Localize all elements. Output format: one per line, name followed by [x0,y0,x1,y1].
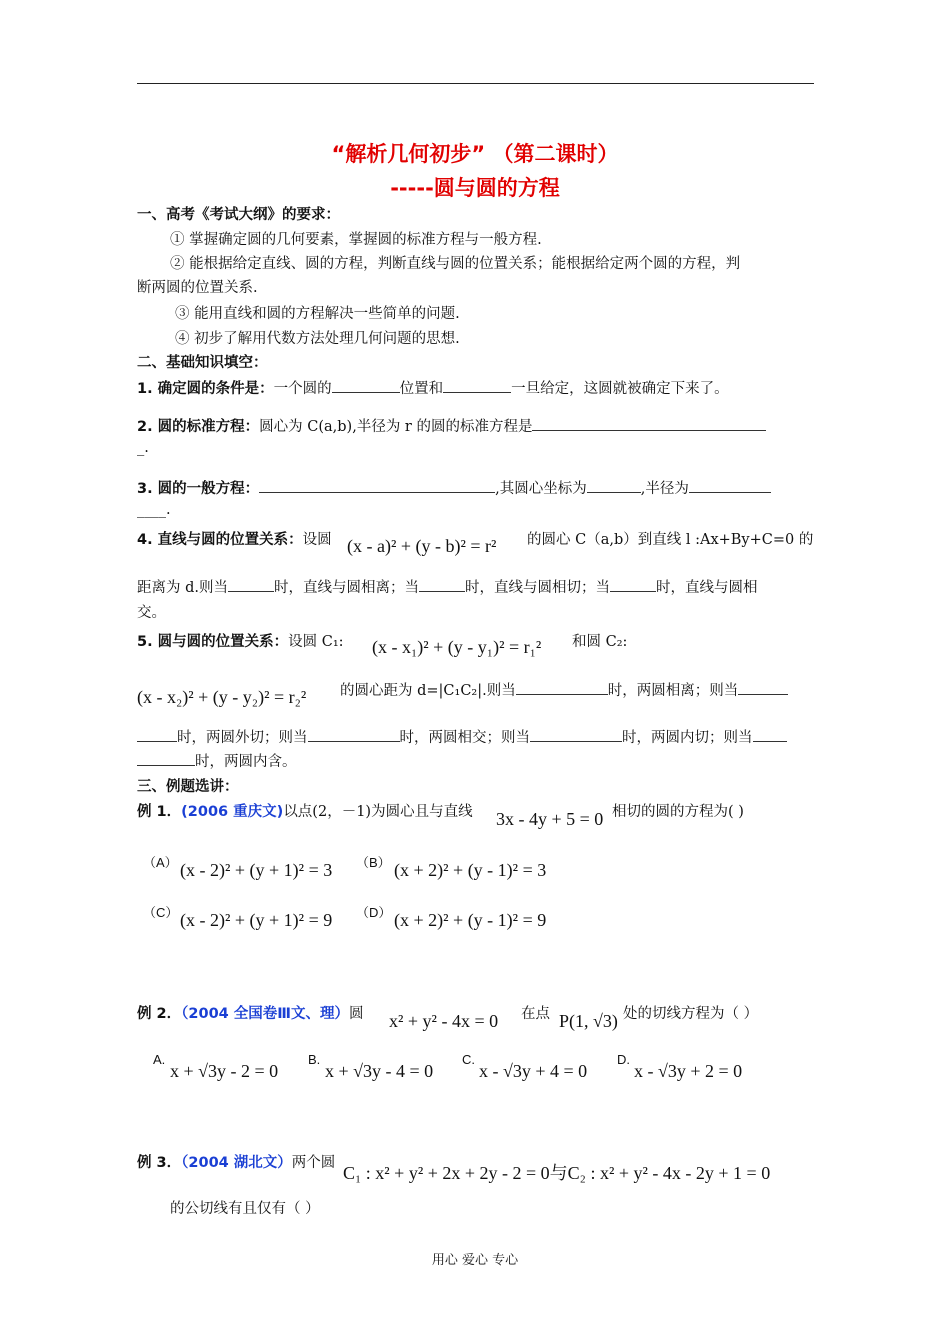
q4-blank-1[interactable] [228,578,274,592]
q4-end: 交。 [137,605,166,621]
section-2-heading: 二、基础知识填空： [137,355,268,371]
question-3 [137,477,771,498]
example-2-text-a: 圆 [349,1006,364,1022]
q2-end: _. [137,440,149,456]
ex2-option-b-label[interactable]: B. [308,1052,321,1067]
section-3-heading: 三、例题选讲： [137,779,239,795]
example-1-text: 以点(2，－1)为圆心且与直线 [283,804,473,820]
example-1-line-equation: 3x - 4y + 5 = 0 [496,809,604,829]
question-1 [137,377,729,398]
q5-line-3 [137,726,787,747]
q5-text-d: 时，两圆相离；则当 [607,683,739,699]
q4-blank-2[interactable] [419,578,465,592]
ex1-option-a: (x - 2)² + (y + 1)² = 3 [180,860,333,880]
example-2-point: P(1, √3) [559,1011,618,1031]
ex1-option-d: (x + 2)² + (y - 1)² = 9 [394,910,547,930]
q5-circle1-equation: (x - x₁)² + (y - y₁)² = r₁² [372,637,542,657]
example-2 [137,1002,364,1023]
q2-text: 圆心为 C(a,b),半径为 r 的圆的标准方程是 [259,419,533,435]
example-1-label: 例 1． [137,804,182,820]
ex2-option-a: x + √3y - 2 = 0 [170,1061,279,1081]
q3-blank-3[interactable] [689,479,771,493]
q3-blank-1[interactable] [259,479,495,493]
ex1-option-c-label[interactable]: （C） [143,905,179,920]
q4-blank-3[interactable] [610,578,656,592]
q4-text-f: 时，直线与圆相 [656,580,758,596]
q5-blank-2b[interactable] [137,728,177,742]
q4-text-c: 距离为 d.则当 [137,580,228,596]
example-3-circles-equation: C₁ : x² + y² + 2x + 2y - 2 = 0与C₂ : x² + y² - 4x - 2y + 1 = 0 [343,1163,771,1183]
q1-blank-1[interactable] [332,379,400,393]
requirement-4: ④ 初步了解用代数方法处理几何问题的思想. [175,331,460,347]
ex2-option-b: x + √3y - 4 = 0 [325,1061,434,1081]
ex2-option-c-label[interactable]: C. [462,1052,475,1067]
ex1-option-a-label[interactable]: （A） [143,855,178,870]
question-2 [137,415,766,436]
page-subtitle: -----圆与圆的方程 [390,176,560,200]
q3-blank-2[interactable] [587,479,641,493]
question-2-label: 2. 圆的标准方程： [137,419,260,435]
q4-text-a: 设圆 [302,532,332,548]
ex2-option-d: x - √3y + 2 = 0 [634,1061,743,1081]
requirement-2-cont: 断两圆的位置关系. [137,280,258,296]
q1-text-b: 位置和 [399,381,444,397]
q5-line-2 [340,679,788,700]
q5-text-h: 时，两圆内含。 [195,754,297,770]
q3-text-b: ,半径为 [640,481,689,497]
header-rule [137,83,814,84]
example-1-source: (2006 重庆文) [181,804,284,820]
q3-end: ____. [137,502,171,518]
q5-text-c: 的圆心距为 d=|C₁C₂|.则当 [340,683,516,699]
example-2-text-b: 在点 [521,1006,550,1022]
requirement-1: ① 掌握确定圆的几何要素，掌握圆的标准方程与一般方程. [170,232,542,248]
q5-text-b: 和圆 C₂: [572,634,628,650]
question-4 [137,528,332,549]
q5-line-4 [137,750,297,771]
q5-text-f: 时，两圆相交；则当 [399,730,530,746]
q1-blank-2[interactable] [443,379,511,393]
example-2-text-c: 处的切线方程为（ ） [623,1006,759,1022]
q4-text-d: 时，直线与圆相离；当 [274,580,419,596]
q1-text-c: 一旦给定，这圆就被确定下来了。 [511,381,729,397]
example-3-text-a: 两个圆 [291,1155,336,1171]
q5-circle2-equation: (x - x₂)² + (y - y₂)² = r₂² [137,687,307,707]
q5-blank-1[interactable] [516,681,608,695]
ex1-option-b: (x + 2)² + (y - 1)² = 3 [394,860,547,880]
q5-blank-3[interactable] [308,728,400,742]
q5-blank-2[interactable] [738,681,788,695]
q1-text-a: 一个圆的 [273,381,332,397]
question-5 [137,630,344,651]
q3-text-a: ,其圆心坐标为 [495,481,587,497]
q2-blank[interactable] [532,417,766,431]
q5-text-g: 时，两圆内切；则当 [622,730,753,746]
ex2-option-d-label[interactable]: D. [617,1052,630,1067]
ex2-option-a-label[interactable]: A. [153,1052,166,1067]
example-3 [137,1151,335,1172]
example-1-end: 相切的圆的方程为( ) [612,804,744,820]
page-footer: 用心 爱心 专心 [431,1253,519,1268]
q4-text-b: 的圆心 C（a,b）到直线 l :Ax+By+C=0 的 [527,532,814,548]
ex1-option-d-label[interactable]: （D） [356,905,392,920]
example-2-label: 例 2． [137,1006,182,1022]
question-3-label: 3. 圆的一般方程： [137,481,260,497]
q4-circle-equation: (x - a)² + (y - b)² = r² [347,536,497,556]
example-3-source: （2004 湖北文） [181,1155,292,1171]
q5-text-a: 设圆 C₁: [288,634,344,650]
section-1-heading: 一、高考《考试大纲》的要求： [137,207,340,223]
q4-text-e: 时，直线与圆相切；当 [465,580,610,596]
question-1-label: 1. 确定圆的条件是： [137,381,274,397]
q5-blank-5[interactable] [753,728,787,742]
ex1-option-c: (x - 2)² + (y + 1)² = 9 [180,910,333,930]
q5-blank-4[interactable] [530,728,622,742]
requirement-3: ③ 能用直线和圆的方程解决一些简单的问题. [175,306,460,322]
example-3-label: 例 3． [137,1155,182,1171]
page-title: “解析几何初步” （第二课时） [331,142,619,166]
q5-text-e: 时，两圆外切；则当 [177,730,308,746]
requirement-2: ② 能根据给定直线、圆的方程，判断直线与圆的位置关系；能根据给定两个圆的方程，判 [170,256,741,272]
q5-blank-5b[interactable] [137,752,195,766]
q4-line-2 [137,576,758,597]
question-5-label: 5. 圆与圆的位置关系： [137,634,289,650]
question-4-label: 4. 直线与圆的位置关系： [137,532,303,548]
ex2-option-c: x - √3y + 4 = 0 [479,1061,588,1081]
example-3-text-b: 的公切线有且仅有（ ） [170,1201,320,1217]
example-2-circle-equation: x² + y² - 4x = 0 [389,1011,499,1031]
example-2-source: （2004 全国卷Ⅲ文、理） [181,1006,350,1022]
ex1-option-b-label[interactable]: （B） [356,855,391,870]
example-1 [137,800,473,821]
